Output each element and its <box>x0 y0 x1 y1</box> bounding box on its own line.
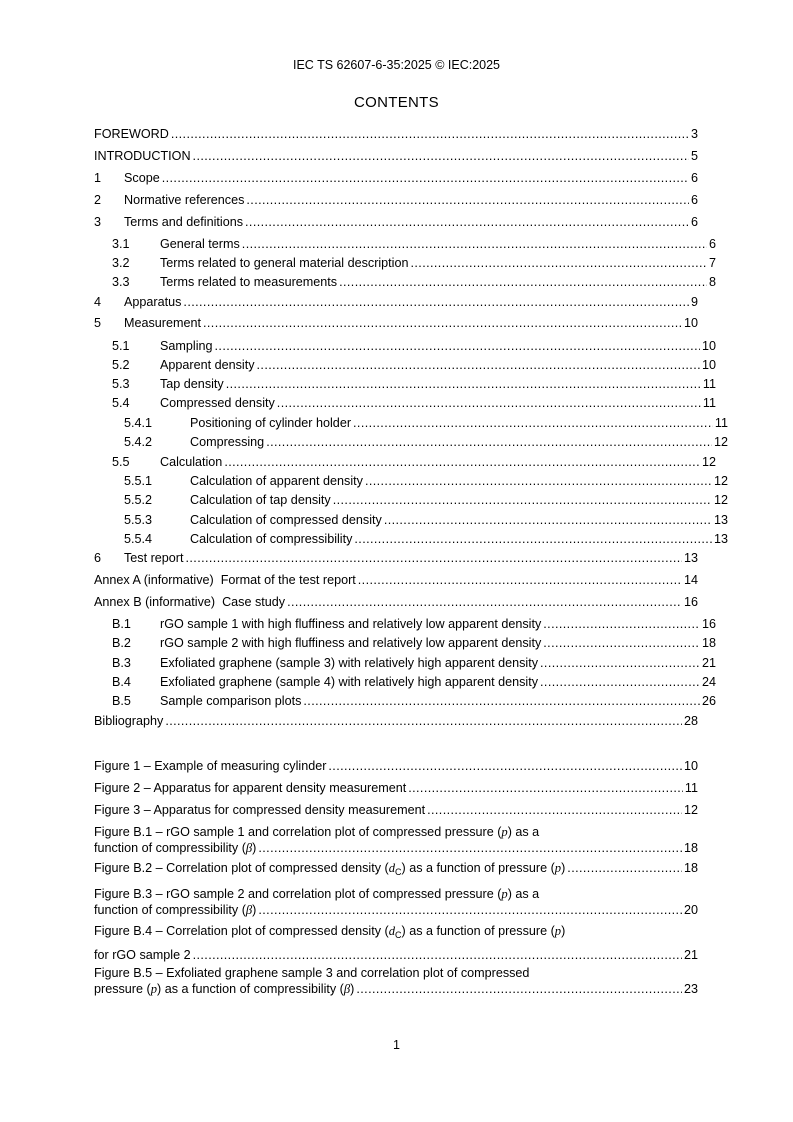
toc-entry-number: 3.1 <box>112 237 130 251</box>
toc-entry-text: Measurement <box>124 316 201 330</box>
dot-leader <box>543 616 700 632</box>
toc-entry-text: Calculation <box>160 455 223 469</box>
toc-entry-text: Apparent density <box>160 358 255 372</box>
figure-entry[interactable] <box>94 824 698 856</box>
toc-entry-text: Bibliography <box>94 714 164 728</box>
toc-page-number: 28 <box>683 714 698 728</box>
figure-entry-first-line: Figure B.5 – Exfoliated graphene sample 3 and correlation plot of compressed <box>94 966 530 980</box>
figure-page-number: 20 <box>683 903 698 917</box>
toc-entry-text: Test report <box>124 551 184 565</box>
dot-leader <box>540 674 700 690</box>
toc-entry-number: 5.3 <box>112 377 130 391</box>
dot-leader <box>183 294 689 310</box>
toc-entry[interactable] <box>94 338 716 354</box>
page-number: 1 <box>393 1038 400 1052</box>
page-title: CONTENTS <box>354 94 439 111</box>
toc-entry[interactable] <box>94 454 716 470</box>
dot-leader <box>365 473 712 489</box>
toc-entry-text: Scope <box>124 171 160 185</box>
dot-leader <box>358 572 682 588</box>
toc-entry[interactable] <box>94 274 716 290</box>
toc-entry-number: B.5 <box>112 694 131 708</box>
dot-leader <box>258 840 682 856</box>
figure-entry-first-line: Figure B.4 – Correlation plot of compressed density $(d_C)$ as a function of pressure (p) <box>94 924 566 940</box>
toc-page-number: 12 <box>713 493 728 507</box>
toc-entry-text: Terms related to general material description <box>160 256 409 270</box>
toc-entry-text: Positioning of cylinder holder <box>190 416 352 430</box>
toc-entry-number: 5.4 <box>112 396 130 410</box>
toc-entry-number: B.1 <box>112 617 131 631</box>
toc-entry[interactable] <box>94 492 728 508</box>
dot-leader <box>384 512 712 528</box>
toc-page-number: 12 <box>713 435 728 449</box>
toc-entry-text: Terms and definitions <box>124 215 244 229</box>
toc-page-number: 10 <box>701 339 716 353</box>
toc-entry-number: 1 <box>94 171 102 185</box>
toc-page-number: 21 <box>701 656 716 670</box>
dot-leader <box>540 655 700 671</box>
toc-entry-introduction[interactable] <box>94 148 698 164</box>
toc-entry[interactable] <box>94 255 716 271</box>
dot-leader <box>258 902 682 918</box>
toc-entry[interactable] <box>94 473 728 489</box>
figure-entry-text: Figure 1 – Example of measuring cylinder <box>94 759 327 773</box>
toc-entry[interactable] <box>94 192 698 208</box>
toc-entry-text: Sample comparison plots <box>160 694 302 708</box>
figure-page-number: 18 <box>683 861 698 875</box>
figure-entry-first-line: Figure B.3 – rGO sample 2 and correlation plot of compressed pressure (p) as a <box>94 887 540 901</box>
dot-leader <box>193 148 689 164</box>
toc-entry-number: 3.3 <box>112 275 130 289</box>
toc-page-number: 24 <box>701 675 716 689</box>
toc-entry-number: 3 <box>94 215 102 229</box>
toc-entry-text: General terms <box>160 237 240 251</box>
toc-entry-number: B.3 <box>112 656 131 670</box>
dot-leader <box>411 255 707 271</box>
toc-page-number: 26 <box>701 694 716 708</box>
toc-entry[interactable] <box>94 315 698 331</box>
figure-entry-text: Figure 3 – Apparatus for compressed density measurement <box>94 803 426 817</box>
toc-entry[interactable] <box>94 531 728 547</box>
toc-page-number: 6 <box>690 193 698 207</box>
figure-page-number: 18 <box>683 841 698 855</box>
toc-entry-number: 4 <box>94 295 102 309</box>
toc-entry-text: FOREWORD <box>94 127 169 141</box>
dot-leader <box>215 338 700 354</box>
figure-entry[interactable] <box>94 886 698 918</box>
toc-entry[interactable] <box>94 616 716 632</box>
toc-entry[interactable] <box>94 512 728 528</box>
figure-entry-text: Figure 2 – Apparatus for apparent density measurement <box>94 781 407 795</box>
toc-page-number: 8 <box>708 275 716 289</box>
toc-entry-number: 6 <box>94 551 102 565</box>
dot-leader <box>246 192 689 208</box>
document-header: IEC TS 62607-6-35:2025 © IEC:2025 <box>292 58 501 72</box>
toc-page-number: 3 <box>690 127 698 141</box>
toc-entry[interactable] <box>94 693 716 709</box>
dot-leader <box>427 802 682 818</box>
toc-entry-text: Compressing <box>190 435 265 449</box>
figure-page-number: 11 <box>684 781 698 795</box>
toc-entry[interactable] <box>94 376 716 392</box>
toc-entry[interactable] <box>94 294 698 310</box>
toc-entry-number: B.2 <box>112 636 131 650</box>
toc-entry-number: 5 <box>94 316 102 330</box>
figure-entry-text: for rGO sample 2 <box>94 948 191 962</box>
dot-leader <box>354 531 712 547</box>
toc-page-number: 6 <box>690 171 698 185</box>
toc-page-number: 11 <box>702 377 716 391</box>
toc-entry-annex-b[interactable] <box>94 594 698 610</box>
toc-entry[interactable] <box>94 655 716 671</box>
toc-entry-text: Annex A (informative) Format of the test report <box>94 573 356 587</box>
toc-page-number: 11 <box>702 396 716 410</box>
toc-entry[interactable] <box>94 170 698 186</box>
toc-entry-number: 5.1 <box>112 339 130 353</box>
figure-entry-text: Figure B.2 – Correlation plot of compressed density $(d_C)$ as a function of pressure (p) <box>94 861 566 877</box>
toc-page-number: 10 <box>701 358 716 372</box>
toc-entry[interactable] <box>94 415 728 431</box>
figure-page-number: 21 <box>683 948 698 962</box>
dot-leader <box>266 434 712 450</box>
dot-leader <box>356 981 682 997</box>
dot-leader <box>257 357 700 373</box>
figure-entry-text: function of compressibility (β) <box>94 903 257 917</box>
dot-leader <box>186 550 682 566</box>
toc-entry-number: 3.2 <box>112 256 130 270</box>
figure-entry[interactable] <box>94 860 698 880</box>
toc-page-number: 14 <box>683 573 698 587</box>
dot-leader <box>567 860 682 876</box>
toc-page-number: 16 <box>683 595 698 609</box>
toc-entry[interactable] <box>94 357 716 373</box>
toc-page-number: 18 <box>701 636 716 650</box>
toc-page-number: 12 <box>701 455 716 469</box>
dot-leader <box>165 713 682 729</box>
figure-entry[interactable] <box>94 758 698 774</box>
toc-entry[interactable] <box>94 236 716 252</box>
toc-entry-text: Calculation of tap density <box>190 493 331 507</box>
toc-entry-number: 2 <box>94 193 102 207</box>
toc-page-number: 5 <box>690 149 698 163</box>
dot-leader <box>333 492 712 508</box>
dot-leader <box>303 693 700 709</box>
toc-entry[interactable] <box>94 395 716 411</box>
toc-entry-text: Calculation of apparent density <box>190 474 363 488</box>
figure-entry-text: pressure (p) as a function of compressibility (β) <box>94 982 355 996</box>
toc-entry-text: Terms related to measurements <box>160 275 338 289</box>
dot-leader <box>339 274 707 290</box>
figure-entry-text: function of compressibility (β) <box>94 841 257 855</box>
toc-entry-number: 5.5.4 <box>124 532 153 546</box>
toc-entry-text: INTRODUCTION <box>94 149 191 163</box>
toc-entry[interactable] <box>94 674 716 690</box>
toc-entry-text: Exfoliated graphene (sample 3) with relatively high apparent density <box>160 656 539 670</box>
toc-entry-number: 5.5.2 <box>124 493 153 507</box>
dot-leader <box>162 170 689 186</box>
toc-entry-text: Tap density <box>160 377 224 391</box>
toc-entry-number: 5.5.3 <box>124 513 153 527</box>
toc-entry-foreword[interactable] <box>94 126 698 142</box>
figure-entry[interactable] <box>94 802 698 818</box>
figure-entry-first-line: Figure B.1 – rGO sample 1 and correlation plot of compressed pressure (p) as a <box>94 825 540 839</box>
dot-leader <box>171 126 689 142</box>
toc-entry[interactable] <box>94 635 716 651</box>
toc-page-number: 13 <box>713 513 728 527</box>
toc-entry-text: rGO sample 1 with high fluffiness and relatively low apparent density <box>160 617 542 631</box>
toc-entry[interactable] <box>94 434 728 450</box>
toc-page-number: 13 <box>683 551 698 565</box>
dot-leader <box>328 758 682 774</box>
dot-leader <box>226 376 701 392</box>
dot-leader <box>242 236 707 252</box>
toc-page-number: 6 <box>690 215 698 229</box>
dot-leader <box>193 947 682 963</box>
toc-entry-annex-a[interactable] <box>94 572 698 588</box>
toc-page-number: 6 <box>708 237 716 251</box>
toc-entry-text: Exfoliated graphene (sample 4) with relatively high apparent density <box>160 675 539 689</box>
toc-entry[interactable] <box>94 214 698 230</box>
toc-entry-text: Annex B (informative) Case study <box>94 595 286 609</box>
toc-page-number: 9 <box>690 295 698 309</box>
toc-entry-bibliography[interactable] <box>94 713 698 729</box>
toc-page-number: 13 <box>713 532 728 546</box>
toc-entry-text: Apparatus <box>124 295 182 309</box>
toc-page-number: 11 <box>714 416 728 430</box>
toc-entry-text: Calculation of compressed density <box>190 513 382 527</box>
dot-leader <box>277 395 701 411</box>
toc-page-number: 10 <box>683 316 698 330</box>
toc-entry-text: Sampling <box>160 339 213 353</box>
toc-entry-number: 5.4.2 <box>124 435 153 449</box>
figure-entry[interactable] <box>94 965 698 997</box>
figure-page-number: 12 <box>683 803 698 817</box>
figure-entry[interactable] <box>94 923 698 963</box>
figure-entry[interactable] <box>94 780 698 796</box>
toc-entry-text: Calculation of compressibility <box>190 532 353 546</box>
toc-entry-number: 5.5 <box>112 455 130 469</box>
figure-page-number: 10 <box>683 759 698 773</box>
toc-page-number: 16 <box>701 617 716 631</box>
toc-entry-number: B.4 <box>112 675 131 689</box>
dot-leader <box>203 315 682 331</box>
toc-entry-text: Normative references <box>124 193 245 207</box>
toc-entry-text: Compressed density <box>160 396 275 410</box>
toc-page-number: 12 <box>713 474 728 488</box>
toc-entry-number: 5.5.1 <box>124 474 153 488</box>
toc-page-number: 7 <box>708 256 716 270</box>
toc-entry-number: 5.2 <box>112 358 130 372</box>
dot-leader <box>408 780 683 796</box>
toc-entry-number: 5.4.1 <box>124 416 153 430</box>
toc-entry[interactable] <box>94 550 698 566</box>
figure-page-number: 23 <box>683 982 698 996</box>
dot-leader <box>245 214 689 230</box>
toc-entry-text: rGO sample 2 with high fluffiness and relatively low apparent density <box>160 636 542 650</box>
dot-leader <box>287 594 682 610</box>
dot-leader <box>543 635 700 651</box>
dot-leader <box>224 454 700 470</box>
dot-leader <box>353 415 713 431</box>
